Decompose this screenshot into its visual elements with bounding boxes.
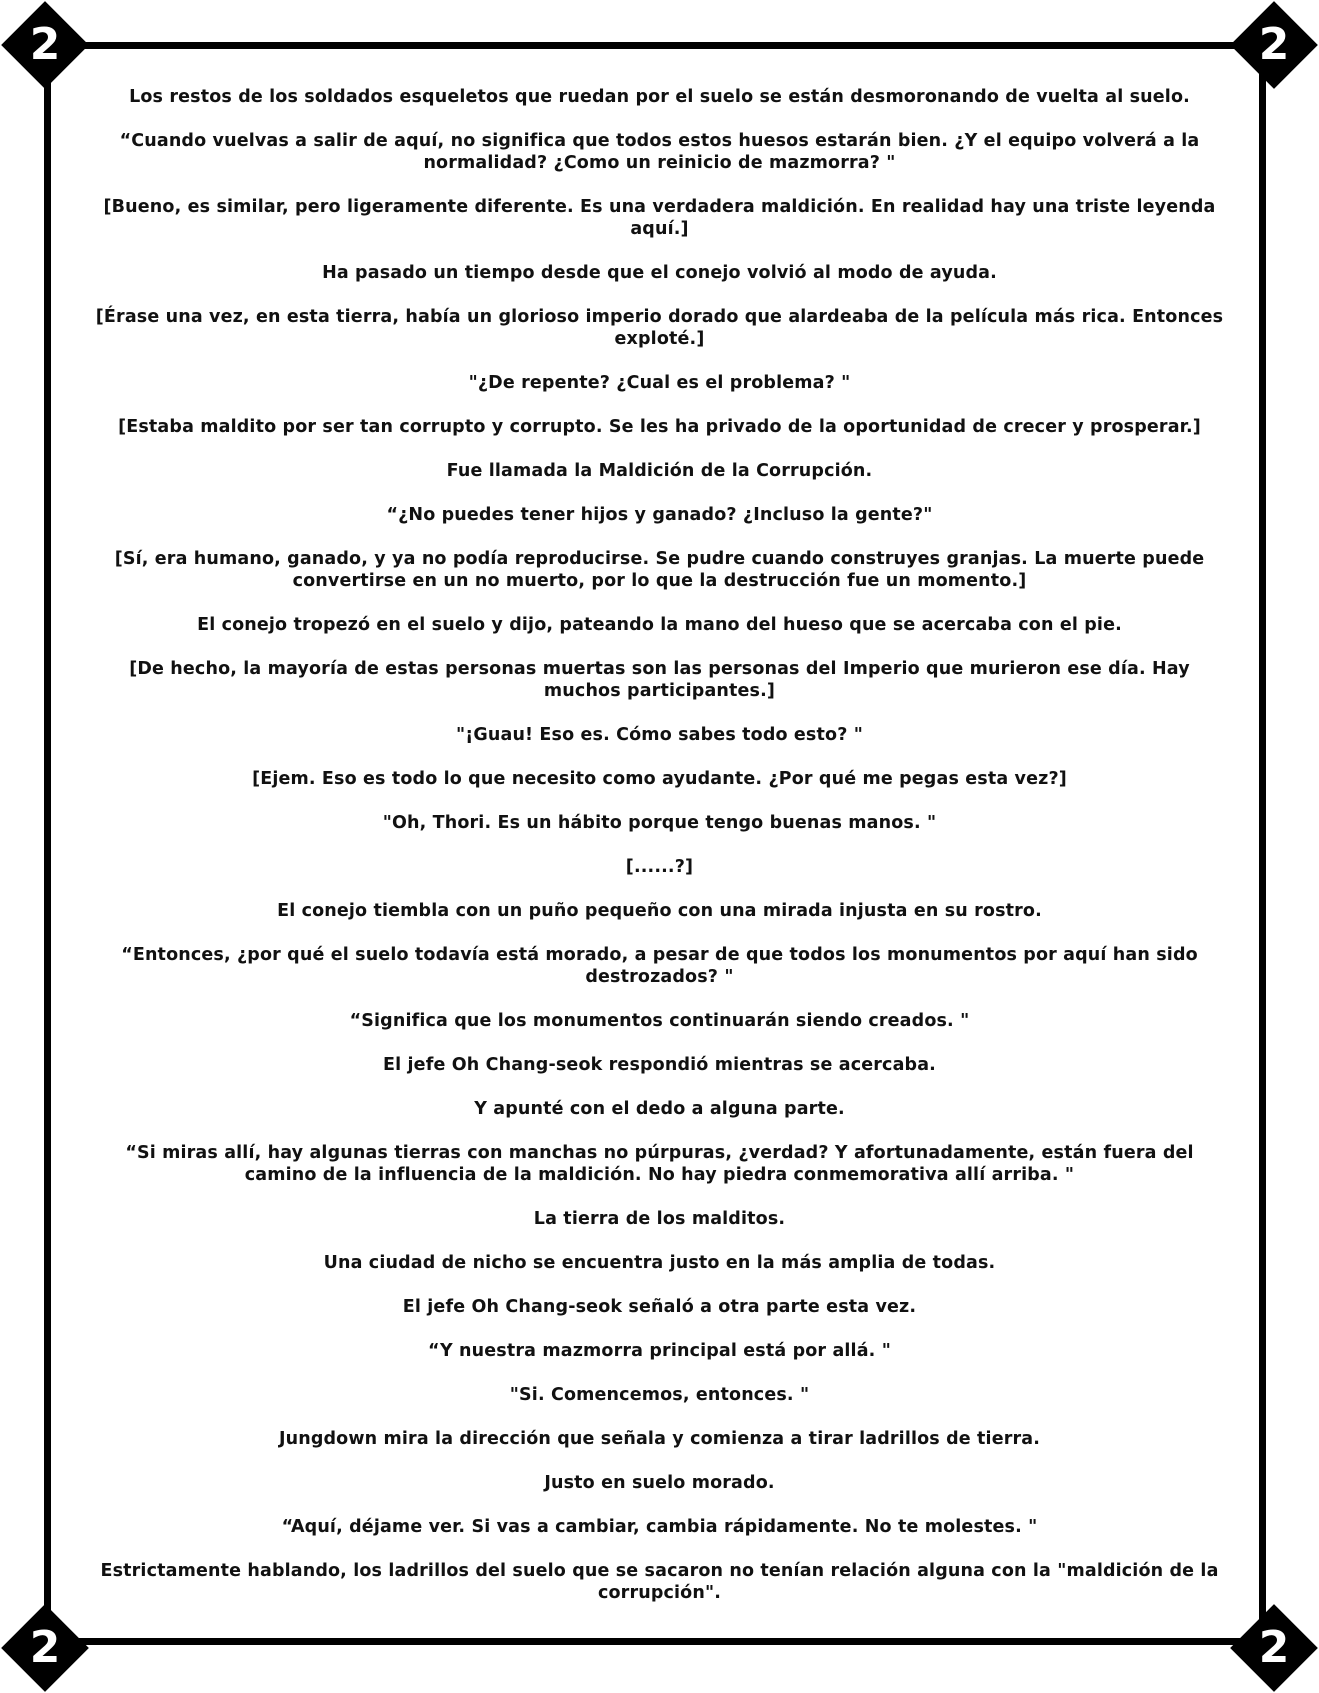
paragraph: Justo en suelo morado.: [544, 1473, 775, 1493]
page-number-badge-top-left: [0, 0, 90, 90]
paragraph: “¿No puedes tener hijos y ganado? ¿Incluso la gente?": [386, 505, 933, 525]
page-number: 2: [1258, 1622, 1290, 1673]
paragraph: Y apunté con el dedo a alguna parte.: [474, 1099, 845, 1119]
paragraph: [Estaba maldito por ser tan corrupto y corrupto. Se les ha privado de la oportunidad de crecer y prosperar.]: [118, 417, 1201, 437]
paragraph: "Si. Comencemos, entonces. ": [509, 1385, 810, 1405]
paragraph: “Entonces, ¿por qué el suelo todavía está morado, a pesar de que todos los monumentos por aquí han sido destrozados? ": [121, 945, 1198, 987]
paragraph: Estrictamente hablando, los ladrillos del suelo que se sacaron no tenían relación alguna con la "maldición de la corrupción".: [100, 1561, 1219, 1603]
document-body: [90, 86, 1229, 1626]
paragraph: El jefe Oh Chang-seok señaló a otra parte esta vez.: [402, 1297, 917, 1317]
page-number: 2: [1258, 19, 1290, 70]
paragraph: [Bueno, es similar, pero ligeramente diferente. Es una verdadera maldición. En realidad hay una triste leyenda aquí.]: [103, 197, 1216, 239]
paragraph: "¡Guau! Eso es. Cómo sabes todo esto? ": [455, 725, 864, 745]
paragraph: “Si miras allí, hay algunas tierras con manchas no púrpuras, ¿verdad? Y afortunadamente, están fuera del camino de la influencia de la maldición. No hay piedra conmemorativa allí arriba. ": [125, 1143, 1194, 1185]
paragraph: [......?]: [625, 857, 694, 877]
paragraph: “Aquí, déjame ver. Si vas a cambiar, cambia rápidamente. No te molestes. ": [281, 1517, 1038, 1537]
page-number: 2: [29, 19, 61, 70]
paragraph: [Ejem. Eso es todo lo que necesito como ayudante. ¿Por qué me pegas esta vez?]: [252, 769, 1067, 789]
paragraph: Los restos de los soldados esqueletos que ruedan por el suelo se están desmoronando de vuelta al suelo.: [129, 87, 1190, 107]
paragraph: “Y nuestra mazmorra principal está por allá. ": [428, 1341, 891, 1361]
paragraph: El conejo tropezó en el suelo y dijo, pateando la mano del hueso que se acercaba con el pie.: [197, 615, 1122, 635]
paragraph: “Significa que los monumentos continuarán siendo creados. ": [349, 1011, 970, 1031]
paragraph: La tierra de los malditos.: [533, 1209, 786, 1229]
paragraph: Una ciudad de nicho se encuentra justo en la más amplia de todas.: [323, 1253, 996, 1273]
page-number-badge-bottom-right: [1229, 1603, 1319, 1693]
paragraph: “Cuando vuelvas a salir de aquí, no significa que todos estos huesos estarán bien. ¿Y el equipo volverá a la normalidad? ¿Como un reinicio de mazmorra? ": [119, 131, 1200, 173]
paragraph: Jungdown mira la dirección que señala y comienza a tirar ladrillos de tierra.: [278, 1429, 1041, 1449]
paragraph: [Érase una vez, en esta tierra, había un glorioso imperio dorado que alardeaba de la película más rica. Entonces exploté.]: [95, 307, 1224, 349]
paragraph: El conejo tiembla con un puño pequeño con una mirada injusta en su rostro.: [277, 901, 1042, 921]
paragraph: El jefe Oh Chang-seok respondió mientras se acercaba.: [383, 1055, 936, 1075]
paragraph: [De hecho, la mayoría de estas personas muertas son las personas del Imperio que murieron ese día. Hay muchos participantes.]: [129, 659, 1190, 701]
paragraph: "¿De repente? ¿Cual es el problema? ": [468, 373, 851, 393]
paragraph: [Sí, era humano, ganado, y ya no podía reproducirse. Se pudre cuando construyes granjas. La muerte puede convertirse en un no muerto, por lo que la destrucción fue un momento.]: [114, 549, 1205, 591]
paragraph: Fue llamada la Maldición de la Corrupción.: [446, 461, 873, 481]
page-number-badge-bottom-left: [0, 1603, 90, 1693]
page-number: 2: [29, 1622, 61, 1673]
paragraph: Ha pasado un tiempo desde que el conejo volvió al modo de ayuda.: [322, 263, 997, 283]
page-number-badge-top-right: [1229, 0, 1319, 90]
paragraph: "Oh, Thori. Es un hábito porque tengo buenas manos. ": [382, 813, 937, 833]
